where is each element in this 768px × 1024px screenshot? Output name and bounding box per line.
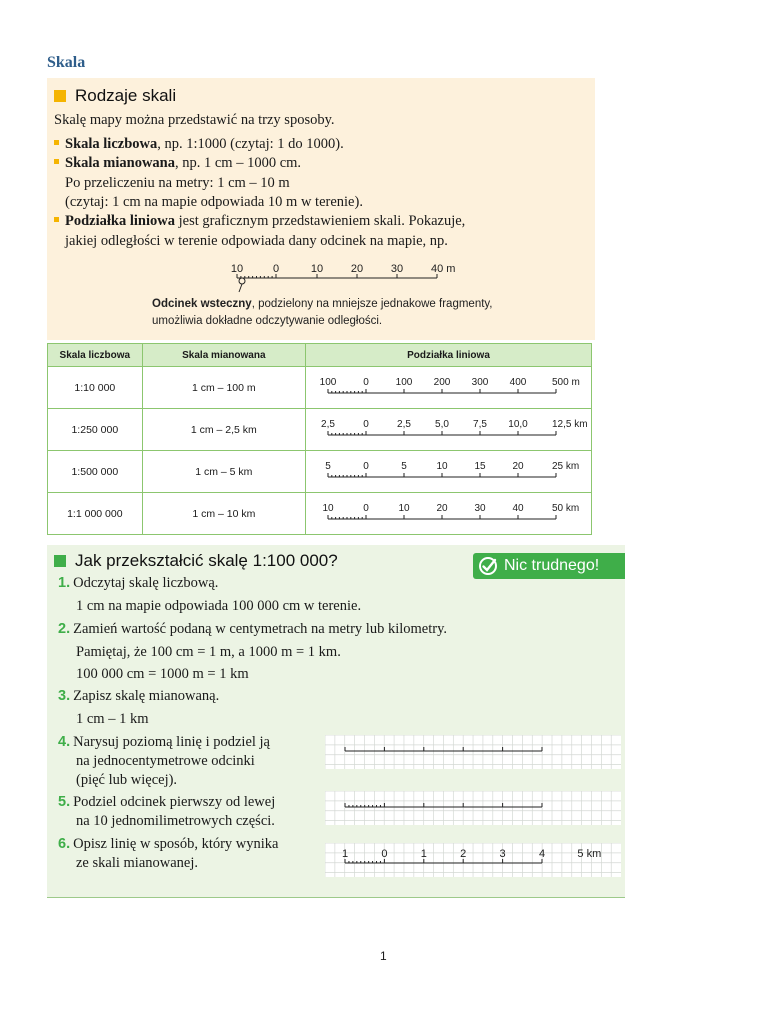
scale-tick-label: 2,5 [321, 419, 335, 430]
section-heading [54, 551, 338, 571]
linear-scale-cell [305, 451, 591, 493]
step-text-line: 1 cm – 1 km [76, 711, 149, 727]
document-title: Skala [47, 54, 86, 71]
step-number: 3. [58, 688, 71, 704]
scale-tick-label: 10 [398, 503, 410, 514]
drawing-grid-step-5 [325, 791, 621, 825]
scale-tick-label: 10,0 [508, 419, 528, 430]
step-text-line: na 10 jednomilimetrowych części. [76, 813, 275, 829]
linear-scale-graphic [306, 451, 590, 489]
step-4 [58, 733, 270, 752]
numeric-scale-cell: 1:250 000 [48, 409, 143, 451]
term: Skala mianowana [65, 155, 175, 171]
step-text: Opisz linię w sposób, który wynika [73, 836, 279, 852]
step-5 [58, 793, 275, 812]
scale-tick-label: 0 [363, 377, 369, 388]
table-header: Skala mianowana [142, 344, 305, 367]
scale-tick-label: 10 [322, 503, 334, 514]
drawing-grid-step-4 [325, 735, 621, 769]
square-bullet-icon [54, 555, 66, 567]
step-text: Odczytaj skalę liczbową. [73, 575, 219, 591]
step-text-line: (pięć lub więcej). [76, 772, 178, 788]
scale-tick-label: 0 [272, 263, 280, 275]
scale-tick-label: 5 [325, 461, 331, 472]
step-text: Zapisz skalę mianowaną. [73, 688, 220, 704]
step-number: 1. [58, 575, 71, 591]
step-text: Zamień wartość podaną w centymetrach na metry lub kilometry. [73, 621, 448, 637]
table-header: Skala liczbowa [48, 344, 143, 367]
step-number: 2. [58, 621, 71, 637]
step-text-line: 100 000 cm = 1000 m = 1 km [76, 666, 249, 682]
scale-tick-label: 7,5 [473, 419, 487, 430]
step-text: Narysuj poziomą linię i podziel ją [73, 734, 270, 750]
scale-tick-label: 5 km [577, 848, 602, 860]
heading-text: Rodzaje skali [75, 86, 177, 105]
drawing-grid-step-6 [325, 843, 621, 877]
note-text: umożliwia dokładne odczytywanie odległości. [152, 315, 383, 327]
nic-trudnego-badge [473, 553, 625, 579]
scale-tick-label: 30 [474, 503, 486, 514]
bullet-text: jest graficznym przedstawieniem skali. Pokazuje, [174, 213, 466, 229]
named-scale-cell: 1 cm – 2,5 km [142, 409, 305, 451]
scale-tick-label: 300 [471, 377, 489, 388]
table-row [48, 451, 592, 493]
table-row [48, 493, 592, 535]
scale-tick-label: 400 [509, 377, 527, 388]
scale-tick-label: 100 [395, 377, 413, 388]
section-how-to-convert [47, 545, 625, 898]
step-1 [58, 574, 218, 593]
named-scale-cell: 1 cm – 5 km [142, 451, 305, 493]
bullet-text: , np. 1:1000 (czytaj: 1 do 1000). [157, 136, 344, 152]
checkmark-circle-icon [478, 556, 498, 576]
heading-text: Jak przekształcić skalę 1:100 000? [75, 551, 338, 570]
step-number: 6. [58, 836, 71, 852]
table-header: Podziałka liniowa [305, 344, 591, 367]
scale-tick-label: 500 m [551, 377, 580, 388]
scale-tick-label: 30 [390, 263, 404, 275]
scale-tick-label: 20 [512, 461, 524, 472]
step-6 [58, 835, 279, 854]
step-text: Podziel odcinek pierwszy od lewej [73, 794, 276, 810]
intro-text: Skalę mapy można przedstawić na trzy sposoby. [54, 112, 335, 128]
scale-tick-label: 1 [420, 848, 427, 860]
term: Odcinek wsteczny [152, 298, 252, 310]
numeric-scale-cell: 1:1 000 000 [48, 493, 143, 535]
scale-tick-label: 10 [310, 263, 324, 275]
scale-tick-label: 2,5 [397, 419, 411, 430]
numeric-scale-cell: 1:10 000 [48, 367, 143, 409]
step-text-line: 1 cm na mapie odpowiada 100 000 cm w terenie. [76, 598, 362, 614]
scale-tick-label: 25 km [551, 461, 580, 472]
scale-tick-label: 12,5 km [551, 419, 588, 430]
table-row [48, 367, 592, 409]
linear-scale-graphic [306, 493, 590, 531]
badge-text: Nic trudnego! [504, 557, 600, 574]
scale-tick-label: 2 [460, 848, 467, 860]
linear-scale-graphic [306, 367, 590, 405]
scale-tick-label: 10 [230, 263, 244, 275]
scale-tick-label: 15 [474, 461, 486, 472]
linear-scale-cell [305, 493, 591, 535]
scale-tick-label: 20 [350, 263, 364, 275]
bullet-text: , np. 1 cm – 1000 cm. [175, 155, 302, 171]
scale-tick-label: 0 [381, 848, 388, 860]
backward-segment-note [152, 296, 493, 330]
table-row [48, 409, 592, 451]
linear-scale-cell [305, 409, 591, 451]
step-text-line: na jednocentymetrowe odcinki [76, 753, 255, 769]
step-text-line: ze skali mianowanej. [76, 855, 198, 871]
bullet-text-line: (czytaj: 1 cm na mapie odpowiada 10 m w terenie). [65, 194, 363, 210]
scale-tick-label: 100 [319, 377, 337, 388]
step-number: 4. [58, 734, 71, 750]
scale-tick-label: 1 [341, 848, 349, 860]
bullet-text-line: jakiej odległości w terenie odpowiada dany odcinek na mapie, np. [65, 233, 448, 249]
linear-scale-graphic [306, 409, 590, 447]
named-scale-cell: 1 cm – 10 km [142, 493, 305, 535]
step-text-line: Pamiętaj, że 100 cm = 1 m, a 1000 m = 1 km. [76, 644, 341, 660]
bullet-text-line: Po przeliczeniu na metry: 1 cm – 10 m [65, 175, 290, 191]
scale-tick-label: 200 [433, 377, 451, 388]
scale-tick-label: 0 [363, 419, 369, 430]
step-number: 5. [58, 794, 71, 810]
scale-tick-label: 3 [499, 848, 506, 860]
scale-tick-label: 0 [363, 503, 369, 514]
linear-scale-cell [305, 367, 591, 409]
term: Podziałka liniowa [65, 213, 175, 229]
scale-table [47, 343, 592, 535]
step-2 [58, 620, 447, 639]
scale-tick-label: 10 [436, 461, 448, 472]
term: Skala liczbowa [65, 136, 158, 152]
scale-tick-label: 40 m [431, 263, 456, 275]
scale-tick-label: 20 [436, 503, 448, 514]
scale-tick-label: 50 km [551, 503, 580, 514]
scale-tick-label: 5,0 [435, 419, 449, 430]
named-scale-cell: 1 cm – 100 m [142, 367, 305, 409]
scale-tick-label: 5 [401, 461, 407, 472]
step-3 [58, 687, 219, 706]
scale-tick-label: 0 [363, 461, 369, 472]
note-text: , podzielony na mniejsze jednakowe fragmenty, [251, 298, 493, 310]
numeric-scale-cell: 1:500 000 [48, 451, 143, 493]
scale-tick-label: 40 [512, 503, 524, 514]
section-types-of-scale [47, 78, 595, 340]
page-number: 1 [380, 949, 387, 963]
scale-tick-label: 4 [538, 848, 546, 860]
